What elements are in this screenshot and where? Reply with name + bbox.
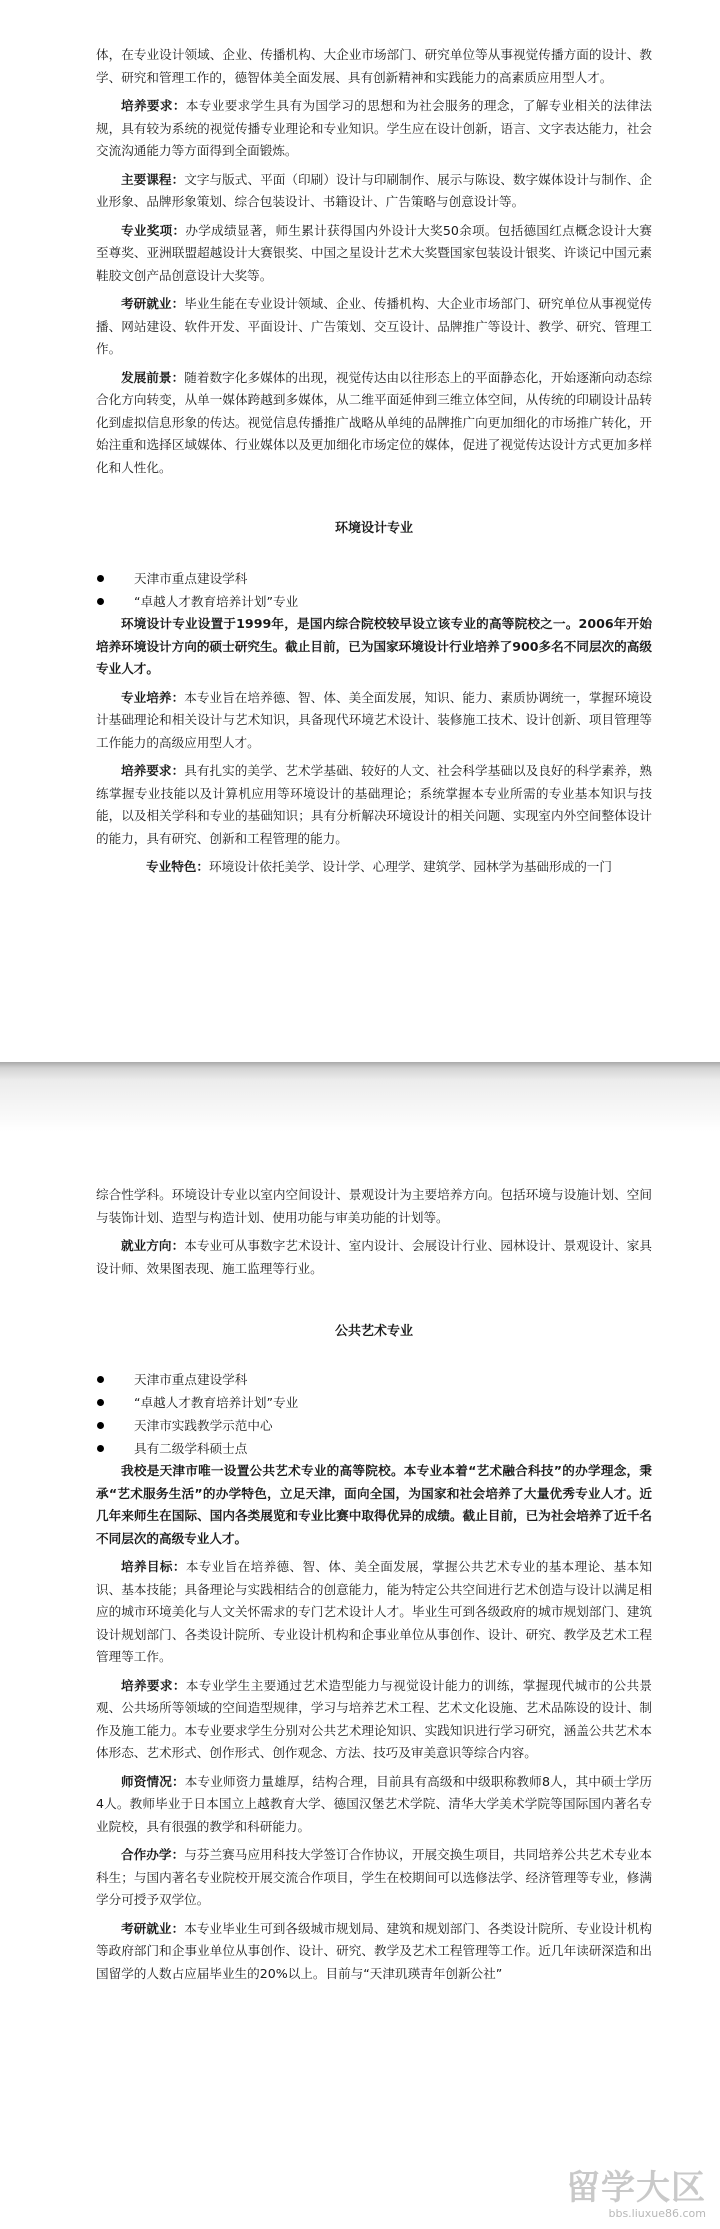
env-job-text: 本专业可从事数字艺术设计、室内设计、会展设计行业、园林设计、景观设计、家具设计师、效果图表现、施工监理等行业。 xyxy=(96,1238,653,1276)
visual-career-key: 考研就业： xyxy=(121,296,185,311)
watermark-logo-text: 留学大区 xyxy=(566,2168,706,2208)
env-bullet-list xyxy=(96,567,652,613)
env-req-text: 具有扎实的美学、艺术学基础、较好的人文、社会科学基础以及良好的科学素养，熟练掌握专业技能以及计算机应用等环境设计的基础理论；系统掌握本专业所需的专业基本知识与技能，以及相关学科和专业的基础知识；具有分析解决环境设计的相关问题、实现室内外空间整体设计的能力，具有研究、创新和工程管理的能力。 xyxy=(96,763,653,846)
visual-design-intro: 体，在专业设计领域、企业、传播机构、大企业市场部门、研究单位等从事视觉传播方面的设计、教学、研究和管理工作的，德智体美全面发展、具有创新精神和实践能力的高素质应用型人才。 xyxy=(96,47,652,85)
visual-req-key: 培养要求： xyxy=(121,98,186,113)
page-1-content xyxy=(96,44,652,879)
env-goal-text: 本专业旨在培养德、智、体、美全面发展，知识、能力、素质协调统一，掌握环境设计基础理论和相关设计与艺术知识，具备现代环境艺术设计、装修施工技术、设计创新、项目管理等工作能力的高级应用型人才。 xyxy=(96,689,653,750)
env-design-title: 环境设计专业 xyxy=(334,521,413,536)
visual-prospect-paragraph xyxy=(96,367,652,480)
public-art-req-paragraph xyxy=(96,1675,652,1765)
public-art-req-text: 本专业学生主要通过艺术造型能力与视觉设计能力的训练，掌握现代城市的公共景观、公共场所等领域的空间造型规律，学习与培养艺术工程、艺术文化设施、艺术品陈设的设计、制作及施工能力。本专业要求学生分别对公共艺术理论知识、实践知识进行学习研究，涵盖公共艺术本体形态、艺术形式、创作形式、创作观念、方法、技巧及审美意识等综合内容。 xyxy=(96,1677,653,1760)
public-art-goal-paragraph xyxy=(96,1556,652,1669)
visual-award-paragraph xyxy=(96,220,652,288)
visual-prospect-key: 发展前景： xyxy=(121,369,185,385)
visual-course-text: 文字与版式、平面（印刷）设计与印刷制作、展示与陈设、数字媒体设计与制作、企业形象、品牌形象策划、综合包装设计、书籍设计、广告策略与创意设计等。 xyxy=(96,171,653,209)
public-art-staff-text: 本专业师资力量雄厚，结构合理，目前具有高级和中级职称教师8人，其中硕士学历4人。教师毕业于日本国立上越教育大学、德国汉堡艺术学院、清华大学美术学院等国际国内著名专业院校，具有很强的教学和科研能力。 xyxy=(96,1773,652,1834)
public-art-coop-text: 与芬兰赛马应用科技大学签订合作协议，开展交换生项目，共同培养公共艺术专业本科生；与国内著名专业院校开展交流合作项目，学生在校期间可以选修法学、经济管理等专业，修满学分可授予双学位。 xyxy=(96,1847,653,1907)
visual-award-key: 专业奖项： xyxy=(121,222,186,238)
env-job-paragraph xyxy=(96,1235,652,1280)
public-art-career-text: 本专业毕业生可到各级城市规划局、建筑和规划部门、各类设计院所、专业设计机构等政府部门和企事业单位从事创作、设计、研究、教学及艺术工程管理等工作。近几年读研深造和出国留学的人数占应届毕业生的20%以上。目前与“天津玑瑛青年创新公社” xyxy=(96,1920,653,1981)
site-watermark xyxy=(566,2169,706,2221)
public-art-career-paragraph xyxy=(96,1918,652,1986)
visual-prospect-text: 随着数字化多媒体的出现，视觉传达由以往形态上的平面静态化，开始逐渐向动态综合化方向转变，从单一媒体跨越到多媒体，从二维平面延伸到三维立体空间，从传统的印刷设计品转化到虚拟信息形象的传达。视觉信息传播推广战略从单纯的品牌推广向更加细化的市场推广转化，开始注重和选择区域媒体、行业媒体以及更加细化市场定位的媒体，促进了视觉传达设计方式更加多样化和人性化。 xyxy=(96,369,653,475)
page-2-content xyxy=(96,1184,652,1985)
public-art-goal-key: 培养目标： xyxy=(121,1559,186,1574)
env-bullet-item: “卓越人才教育培养计划”专业 xyxy=(96,590,652,613)
visual-career-text: 毕业生能在专业设计领域、企业、传播机构、大企业市场部门、研究单位从事视觉传播、网站建设、软件开发、平面设计、广告策划、交互设计、品牌推广等设计、教学、研究、管理工作。 xyxy=(96,296,653,356)
env-feat-key: 专业特色： xyxy=(146,859,209,874)
public-art-bullet-item: 具有二级学科硕士点 xyxy=(96,1437,652,1460)
env-feat-continued: 综合性学科。环境设计专业以室内空间设计、景观设计为主要培养方向。包括环境与设施计划、空间与装饰计划、造型与构造计划、使用功能与审美功能的计划等。 xyxy=(96,1187,652,1225)
env-feat-paragraph xyxy=(96,856,652,879)
public-art-bullet-item: 天津市重点建设学科 xyxy=(96,1368,652,1391)
visual-course-key: 主要课程： xyxy=(121,171,185,187)
page-separator xyxy=(0,1062,720,1132)
env-goal-key: 专业培养： xyxy=(121,689,185,705)
env-req-key: 培养要求： xyxy=(121,763,185,778)
env-feat-text: 环境设计依托美学、设计学、心理学、建筑学、园林学为基础形成的一门 xyxy=(208,859,612,874)
visual-career-paragraph xyxy=(96,293,652,361)
visual-req-paragraph xyxy=(96,95,652,163)
public-art-staff-key: 师资情况： xyxy=(121,1773,185,1789)
visual-award-text: 办学成绩显著，师生累计获得国内外设计大奖50余项。包括德国红点概念设计大赛至尊奖、亚洲联盟超越设计大赛银奖、中国之星设计艺术大奖暨国家包装设计银奖、许谈记中国元素鞋胶文创产品创意设计大奖等。 xyxy=(96,222,652,283)
public-art-coop-paragraph xyxy=(96,1844,652,1912)
env-bullet-item: 天津市重点建设学科 xyxy=(96,567,652,590)
public-art-career-key: 考研就业： xyxy=(121,1920,185,1936)
env-req-paragraph xyxy=(96,760,652,850)
public-art-title: 公共艺术专业 xyxy=(334,1324,413,1339)
visual-req-text: 本专业要求学生具有为国学习的思想和为社会服务的理念，了解专业相关的法律法规，具有较为系统的视觉传播专业理论和专业知识。学生应在设计创新，语言、文字表达能力，社会交流沟通能力等方面得到全面锻炼。 xyxy=(96,98,653,158)
watermark-url: bbs.liuxue86.com xyxy=(608,2207,706,2220)
env-job-key: 就业方向： xyxy=(121,1238,185,1253)
public-art-coop-key: 合作办学： xyxy=(121,1847,185,1862)
public-art-req-key: 培养要求： xyxy=(121,1677,186,1693)
public-art-bullet-item: 天津市实践教学示范中心 xyxy=(96,1414,652,1437)
public-art-staff-paragraph xyxy=(96,1771,652,1839)
public-art-intro: 我校是天津市唯一设置公共艺术专业的高等院校。本专业本着“艺术融合科技”的办学理念，秉承“艺术服务生活”的办学特色，立足天津，面向全国，为国家和社会培养了大量优秀专业人才。近几年来师生在国际、国内各类展览和专业比赛中取得优异的成绩。截止目前，已为社会培养了近千名不同层次的高级专业人才。 xyxy=(96,1463,652,1546)
public-art-bullet-item: “卓越人才教育培养计划”专业 xyxy=(96,1391,652,1414)
public-art-bullet-list xyxy=(96,1368,652,1460)
public-art-goal-text: 本专业旨在培养德、智、体、美全面发展，掌握公共艺术专业的基本理论、基本知识、基本技能；具备理论与实践相结合的创意能力，能为特定公共空间进行艺术创造与设计以满足相应的城市环境美化与人文关怀需求的专门艺术设计人才。毕业生可到各级政府的城市规划部门、建筑设计规划部门、各类设计院所、专业设计机构和企事业单位从事创作、设计、研究、教学及艺术工程管理等工作。 xyxy=(96,1559,653,1664)
visual-course-paragraph xyxy=(96,169,652,214)
env-goal-paragraph xyxy=(96,687,652,755)
env-intro: 环境设计专业设置于1999年，是国内综合院校较早设立该专业的高等院校之一。2006年开始培养环境设计方向的硕士研究生。截止目前，已为国家环境设计行业培养了900多名不同层次的高级专业人才。 xyxy=(96,616,652,676)
